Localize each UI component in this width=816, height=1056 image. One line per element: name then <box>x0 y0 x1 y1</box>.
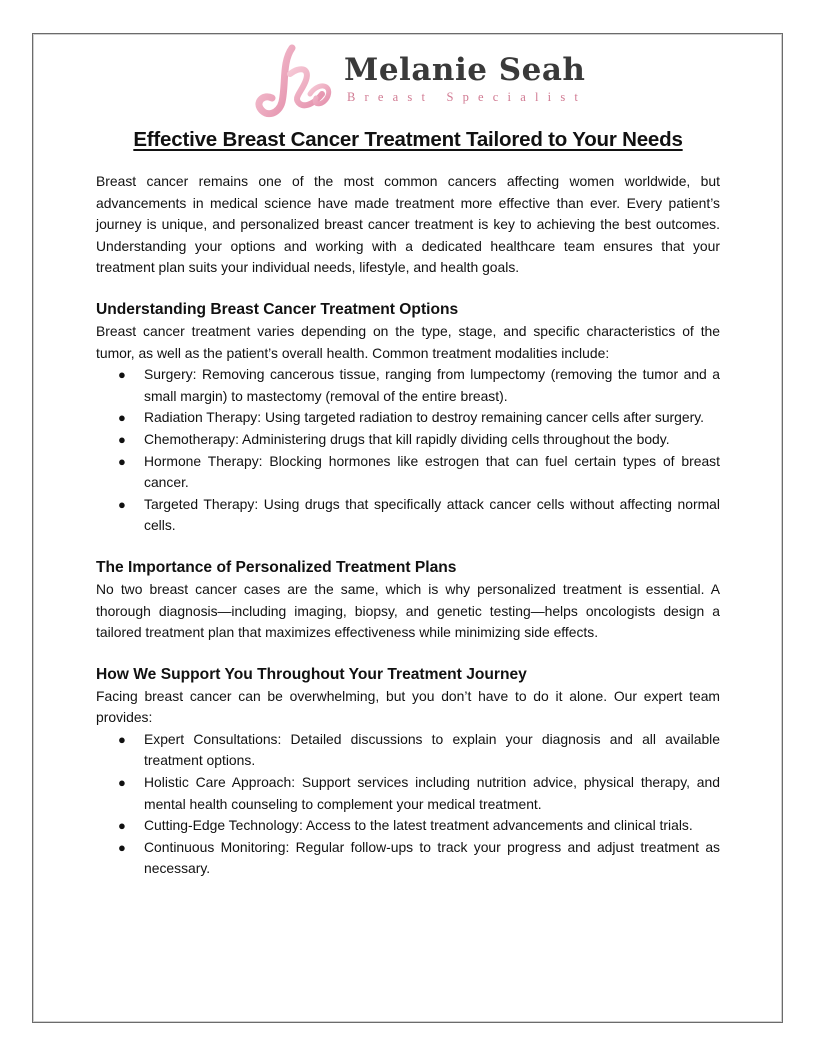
list-item: ● Continuous Monitoring: Regular follow-ups to track your progress and adjust treatment as necessary. <box>118 838 720 877</box>
logo-name: Melanie Seah <box>344 52 586 88</box>
list-item: ● Radiation Therapy: Using targeted radiation to destroy remaining cancer cells after surgery. <box>96 407 720 429</box>
bullet-icon: ● <box>118 453 126 469</box>
section-heading-support: How We Support You Throughout Your Treatment Journey <box>96 665 527 683</box>
page-title: Effective Breast Cancer Treatment Tailored to Your Needs <box>133 128 683 151</box>
list-item: ● Surgery: Removing cancerous tissue, ranging from lumpectomy (removing the tumor and a small margin) to mastectomy (removal of the entire breast). <box>118 366 720 404</box>
section-text-support: Facing breast cancer can be overwhelming, but you don’t have to do it alone. Our expert team provides: <box>96 687 720 726</box>
treatment-options-list <box>96 364 720 537</box>
logo <box>252 44 588 122</box>
section-text-options: Breast cancer treatment varies depending on the type, stage, and specific characteristics of the tumor, as well as the patient’s overall health. Common treatment modalities include: <box>96 322 720 361</box>
bullet-icon: ● <box>118 431 126 447</box>
bullet-icon: ● <box>118 367 126 383</box>
list-item: ● Targeted Therapy: Using drugs that specifically attack cancer cells without affecting normal cells. <box>118 495 720 534</box>
logo-tagline: Breast Specialist <box>347 90 588 104</box>
bullet-icon: ● <box>118 818 126 834</box>
list-item: ● Hormone Therapy: Blocking hormones like estrogen that can fuel certain types of breast cancer. <box>118 452 720 491</box>
bullet-icon: ● <box>118 775 126 791</box>
section-text-personalized: No two breast cancer cases are the same, which is why personalized treatment is essential. A thorough diagnosis—including imaging, biopsy, and genetic testing—helps oncologists design a tailored treatment plan that maximizes effectiveness while minimizing side effects. <box>96 580 720 641</box>
intro-paragraph: Breast cancer remains one of the most common cancers affecting women worldwide, but advancements in medical science have made treatment more effective than ever. Every patient’s journey is unique, and personalized breast cancer treatment is key to achieving the best outcomes. Understanding your options and working with a dedicated healthcare team ensures that your treatment plan suits your individual needs, lifestyle, and health goals. <box>96 173 720 276</box>
bullet-icon: ● <box>118 731 126 747</box>
list-item: ● Holistic Care Approach: Support services including nutrition advice, physical therapy, and mental health counseling to complement your medical treatment. <box>118 774 720 812</box>
section-heading-options: Understanding Breast Cancer Treatment Options <box>96 300 459 318</box>
list-item: ● Chemotherapy: Administering drugs that kill rapidly dividing cells throughout the body. <box>96 429 720 451</box>
support-list <box>96 729 720 880</box>
bullet-icon: ● <box>118 410 126 426</box>
bullet-icon: ● <box>118 839 126 855</box>
bullet-icon: ● <box>118 496 126 512</box>
logo-monogram-icon <box>252 44 342 122</box>
section-heading-personalized: The Importance of Personalized Treatment Plans <box>96 558 457 576</box>
list-item: ● Cutting-Edge Technology: Access to the latest treatment advancements and clinical trials. <box>96 815 720 837</box>
document-body <box>96 128 720 880</box>
list-item: ● Expert Consultations: Detailed discussions to explain your diagnosis and all available treatment options. <box>118 730 720 769</box>
